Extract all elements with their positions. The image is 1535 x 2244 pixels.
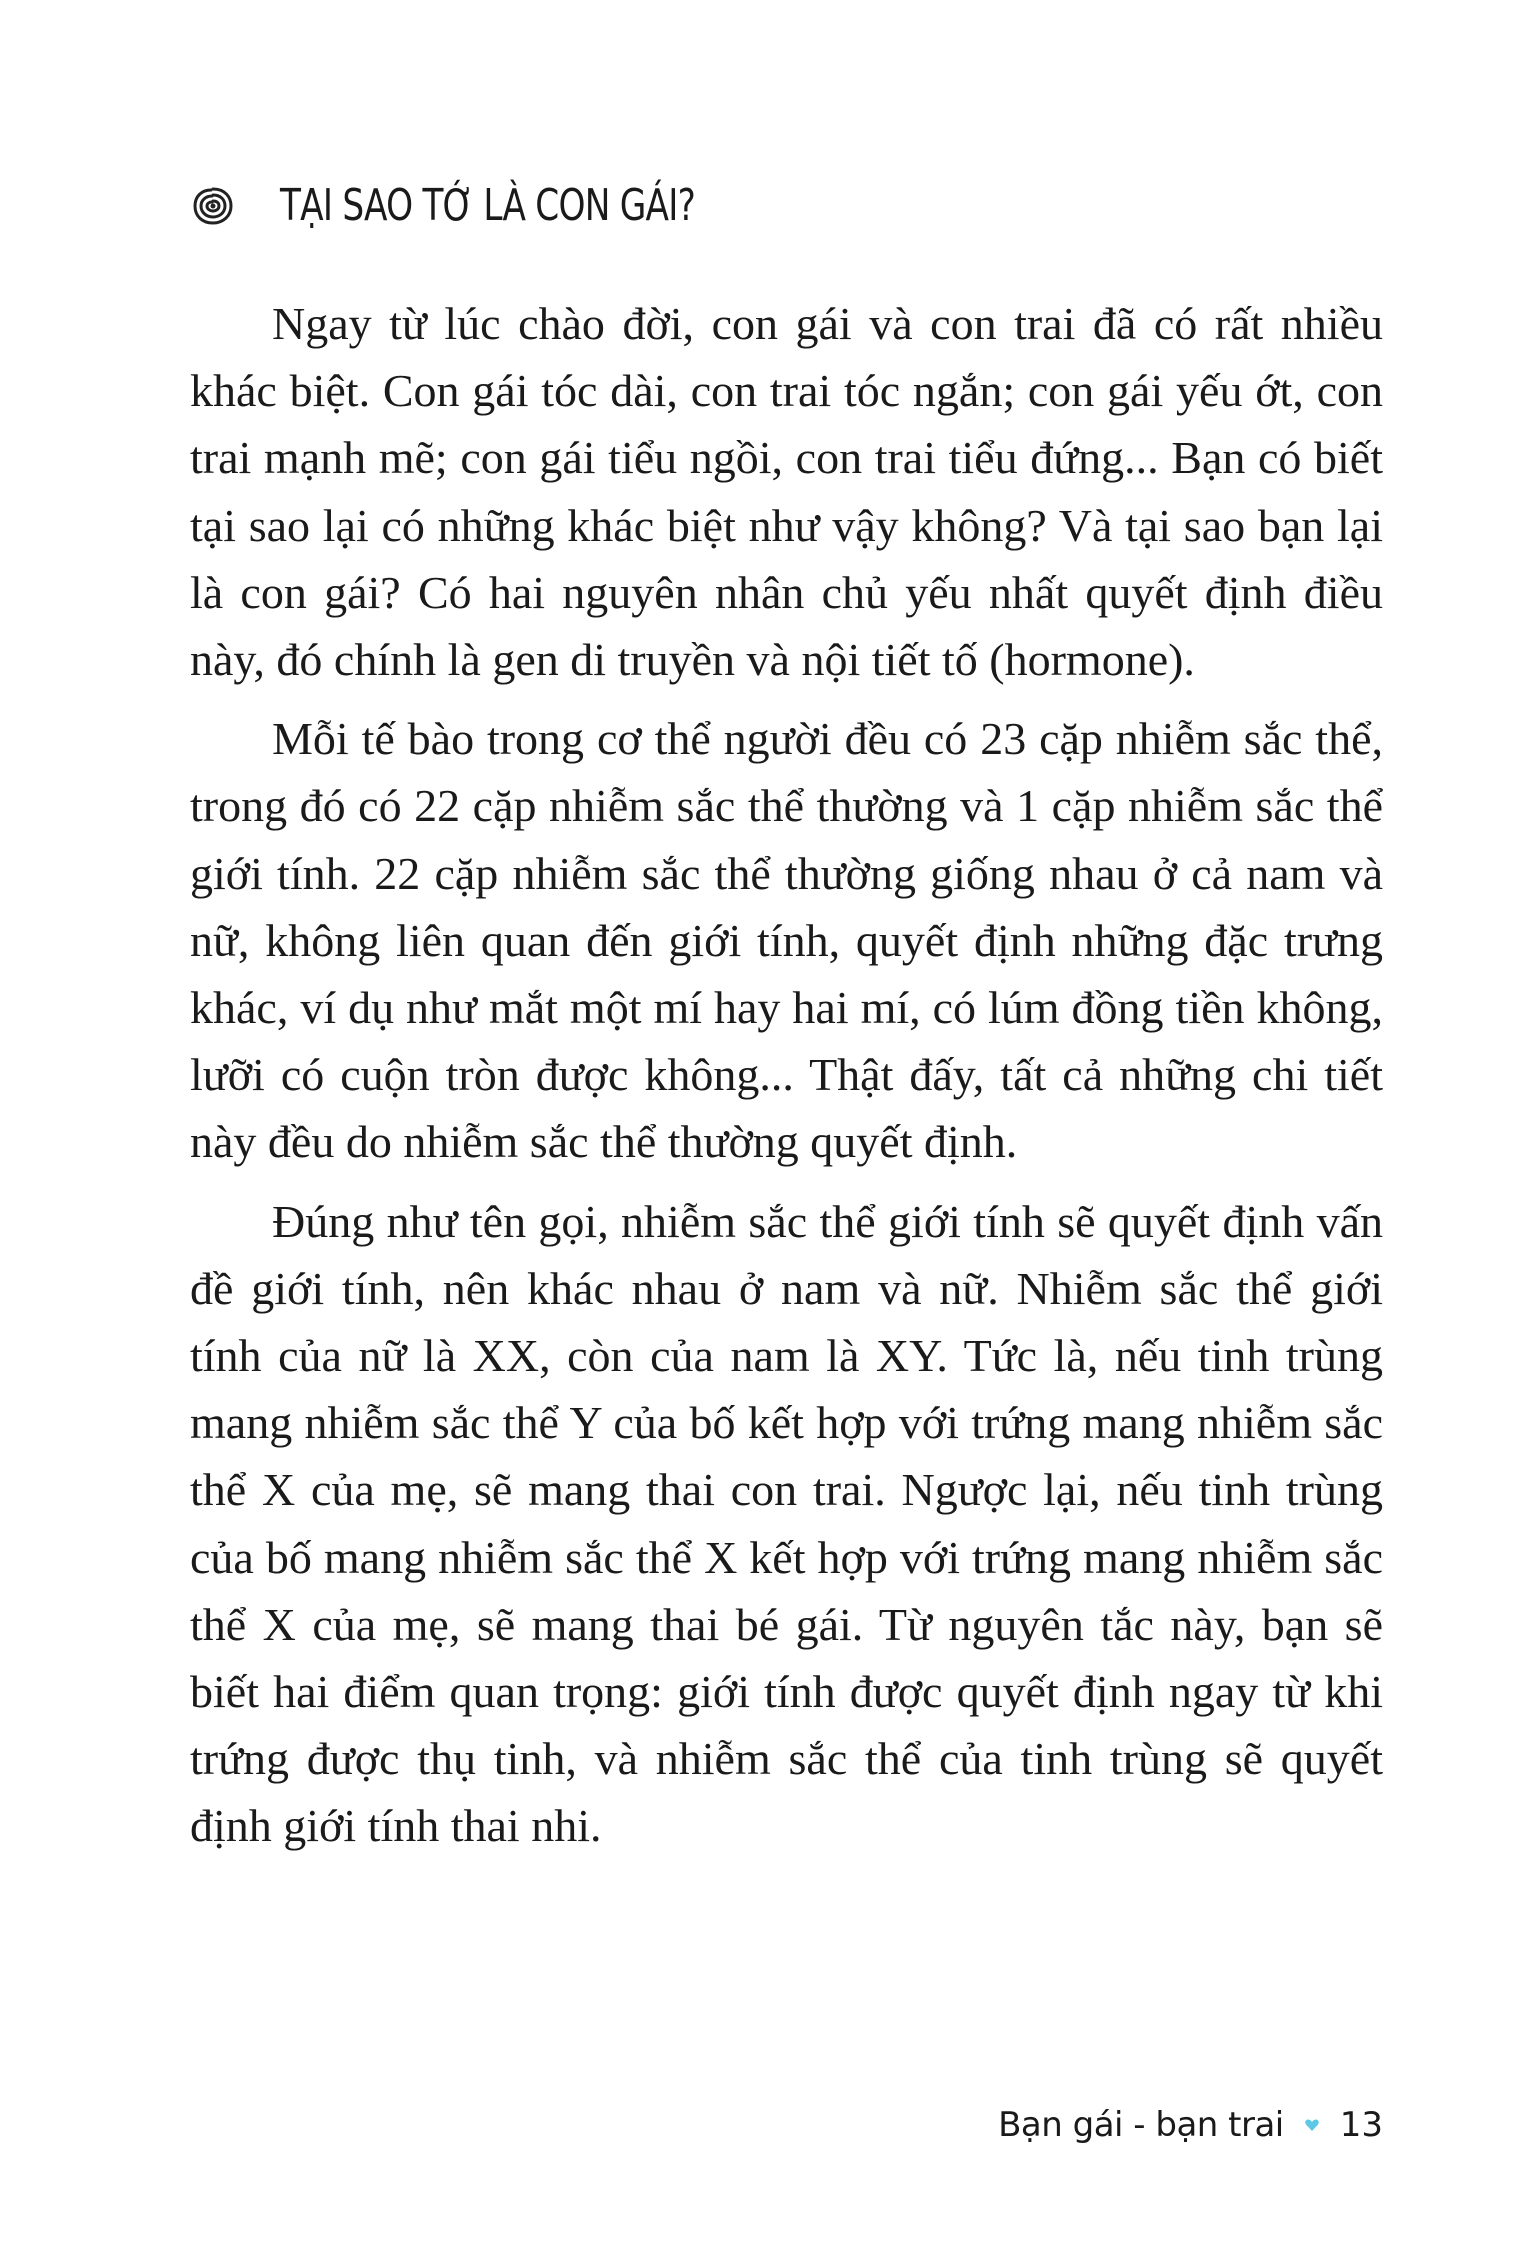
book-title: Bạn gái - bạn trai <box>998 2105 1284 2145</box>
section-heading <box>190 180 812 231</box>
rose-icon <box>190 183 236 229</box>
paragraph: Mỗi tế bào trong cơ thể người đều có 23 cặp nhiễm sắc thể, trong đó có 22 cặp nhiễm sắc thể thường và 1 cặp nhiễm sắc thể giới tính. 22 cặp nhiễm sắc thể thường giống nhau ở cả nam và nữ, không liên quan đến giới tính, quyết định những đặc trưng khác, ví dụ như mắt một mí hay hai mí, có lúm đồng tiền không, lưỡi có cuộn tròn được không... Thật đấy, tất cả những chi tiết này đều do nhiễm sắc thể thường quyết định. <box>190 713 1383 1168</box>
page-footer <box>998 2105 1383 2145</box>
page-number: 13 <box>1339 2105 1383 2145</box>
heart-icon <box>1304 2117 1320 2133</box>
paragraph: Đúng như tên gọi, nhiễm sắc thể giới tính sẽ quyết định vấn đề giới tính, nên khác nhau ở nam và nữ. Nhiễm sắc thể giới tính của nữ là XX, còn của nam là XY. Tức là, nếu tinh trùng mang nhiễm sắc thể Y của bố kết hợp với trứng mang nhiễm sắc thể X của mẹ, sẽ mang thai con trai. Ngược lại, nếu tinh trùng của bố mang nhiễm sắc thể X kết hợp với trứng mang nhiễm sắc thể X của mẹ, sẽ mang thai bé gái. Từ nguyên tắc này, bạn sẽ biết hai điểm quan trọng: giới tính được quyết định ngay từ khi trứng được thụ tinh, và nhiễm sắc thể của tinh trùng sẽ quyết định giới tính thai nhi. <box>190 1195 1383 1852</box>
paragraph: Ngay từ lúc chào đời, con gái và con trai đã có rất nhiều khác biệt. Con gái tóc dài, con trai tóc ngắn; con gái yếu ớt, con trai mạnh mẽ; con gái tiểu ngồi, con trai tiểu đứng... Bạn có biết tại sao lại có những khác biệt như vậy không? Và tại sao bạn lại là con gái? Có hai nguyên nhân chủ yếu nhất quyết định điều này, đó chính là gen di truyền và nội tiết tố (hormone). <box>190 298 1383 686</box>
body-text <box>190 290 1383 1872</box>
section-title: TẠI SAO TỚ LÀ CON GÁI? <box>280 180 696 231</box>
